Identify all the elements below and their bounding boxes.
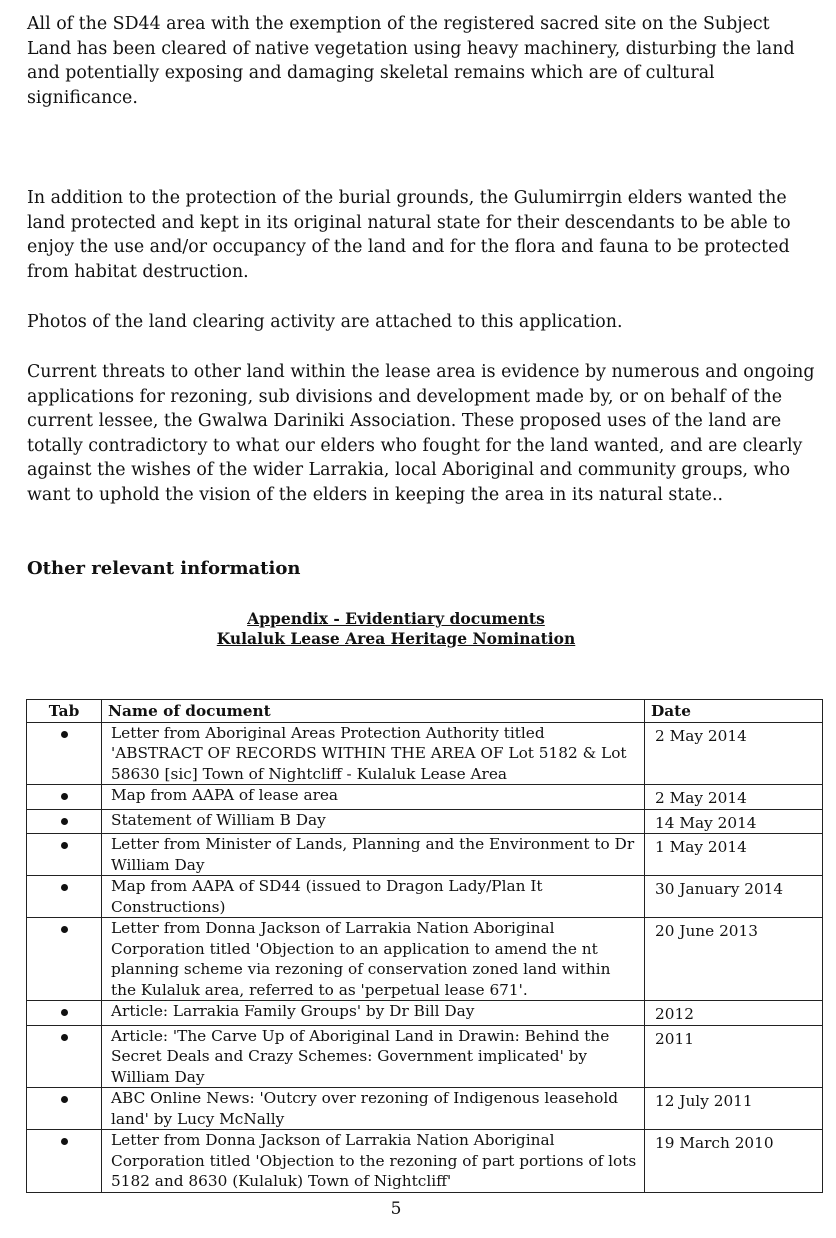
section-heading: Other relevant information xyxy=(27,558,301,579)
table-row xyxy=(27,834,823,876)
paragraph-photos: Photos of the land clearing activity are attached to this application. xyxy=(27,312,623,332)
document-name-cell: ABC Online News: 'Outcry over rezoning of Indigenous leasehold land' by Lucy McNally xyxy=(102,1088,645,1130)
row-bullet-cell xyxy=(27,722,102,785)
document-name-cell: Article: Larrakia Family Groups' by Dr Bill Day xyxy=(102,1001,645,1026)
bullet-icon xyxy=(61,1096,68,1103)
document-date-cell: 12 July 2011 xyxy=(645,1088,823,1130)
document-date-cell: 2012 xyxy=(645,1001,823,1026)
table-row xyxy=(27,876,823,918)
bullet-icon xyxy=(61,926,68,933)
row-bullet-cell xyxy=(27,834,102,876)
document-name-cell: Statement of William B Day xyxy=(102,809,645,834)
paragraph-burial-grounds: In addition to the protection of the burial grounds, the Gulumirrgin elders wanted the land protected and kept in its original natural state for their descendants to be able to enjoy the use and/or occupancy of the land and for the flora and fauna to be protected from habitat destruction. xyxy=(27,188,791,282)
table-row xyxy=(27,918,823,1001)
table-body xyxy=(27,722,823,1192)
row-bullet-cell xyxy=(27,1025,102,1088)
document-name-cell: Map from AAPA of SD44 (issued to Dragon Lady/Plan It Constructions) xyxy=(102,876,645,918)
bullet-icon xyxy=(61,884,68,891)
table-row xyxy=(27,785,823,810)
bullet-icon xyxy=(61,1009,68,1016)
page-number: 5 xyxy=(390,1199,402,1219)
bullet-icon xyxy=(61,1034,68,1041)
table-row xyxy=(27,1025,823,1088)
row-bullet-cell xyxy=(27,876,102,918)
document-name-cell: Letter from Donna Jackson of Larrakia Nation Aboriginal Corporation titled 'Objection to the rezoning of part portions of lots 5182 and 8630 (Kulaluk) Town of Nightcliff' xyxy=(102,1130,645,1193)
document-date-cell: 20 June 2013 xyxy=(645,918,823,1001)
paragraph-current-threats: Current threats to other land within the lease area is evidence by numerous and ongoing applications for rezoning, sub divisions and development made by, or on behalf of the current lessee, the Gwalwa Dariniki Association. These proposed uses of the land are totally contradictory to what our elders who fought for the land wanted, and are clearly against the wishes of the wider Larrakia, local Aboriginal and community groups, who want to uphold the vision of the elders in keeping the area in its natural state.. xyxy=(27,362,815,505)
column-header-tab: Tab xyxy=(27,700,102,723)
document-date-cell: 1 May 2014 xyxy=(645,834,823,876)
document-date-cell: 2 May 2014 xyxy=(645,722,823,785)
bullet-icon xyxy=(61,818,68,825)
table-row xyxy=(27,809,823,834)
row-bullet-cell xyxy=(27,809,102,834)
document-name-cell: Letter from Aboriginal Areas Protection Authority titled 'ABSTRACT OF RECORDS WITHIN THE AREA OF Lot 5182 & Lot 58630 [sic] Town of Nightcliff - Kulaluk Lease Area xyxy=(102,722,645,785)
document-name-cell: Letter from Donna Jackson of Larrakia Nation Aboriginal Corporation titled 'Objection to an application to amend the nt planning scheme via rezoning of conservation zoned land within the Kulaluk area, referred to as 'perpetual lease 671'. xyxy=(102,918,645,1001)
document-name-cell: Map from AAPA of lease area xyxy=(102,785,645,810)
table-row xyxy=(27,1001,823,1026)
row-bullet-cell xyxy=(27,1001,102,1026)
document-name-cell: Article: 'The Carve Up of Aboriginal Land in Drawin: Behind the Secret Deals and Crazy Schemes: Government implicated' by William Day xyxy=(102,1025,645,1088)
evidentiary-documents-table xyxy=(26,699,823,1193)
bullet-icon xyxy=(61,793,68,800)
document-date-cell: 2 May 2014 xyxy=(645,785,823,810)
row-bullet-cell xyxy=(27,1130,102,1193)
column-header-name: Name of document xyxy=(102,700,645,723)
appendix-subtitle: Kulaluk Lease Area Heritage Nomination xyxy=(216,629,576,648)
document-name-cell: Letter from Minister of Lands, Planning and the Environment to Dr William Day xyxy=(102,834,645,876)
column-header-date: Date xyxy=(645,700,823,723)
table-row xyxy=(27,722,823,785)
row-bullet-cell xyxy=(27,1088,102,1130)
document-date-cell: 14 May 2014 xyxy=(645,809,823,834)
document-date-cell: 19 March 2010 xyxy=(645,1130,823,1193)
document-date-cell: 2011 xyxy=(645,1025,823,1088)
row-bullet-cell xyxy=(27,918,102,1001)
bullet-icon xyxy=(61,842,68,849)
bullet-icon xyxy=(61,731,68,738)
paragraph-land-clearing: All of the SD44 area with the exemption of the registered sacred site on the Subject Land has been cleared of native vegetation using heavy machinery, disturbing the land and potentially exposing and damaging skeletal remains which are of cultural significance. xyxy=(27,14,795,108)
table-row xyxy=(27,1088,823,1130)
table-row xyxy=(27,1130,823,1193)
appendix-title: Appendix - Evidentiary documents xyxy=(247,609,545,628)
document-date-cell: 30 January 2014 xyxy=(645,876,823,918)
row-bullet-cell xyxy=(27,785,102,810)
table-header-row xyxy=(27,700,823,723)
bullet-icon xyxy=(61,1138,68,1145)
